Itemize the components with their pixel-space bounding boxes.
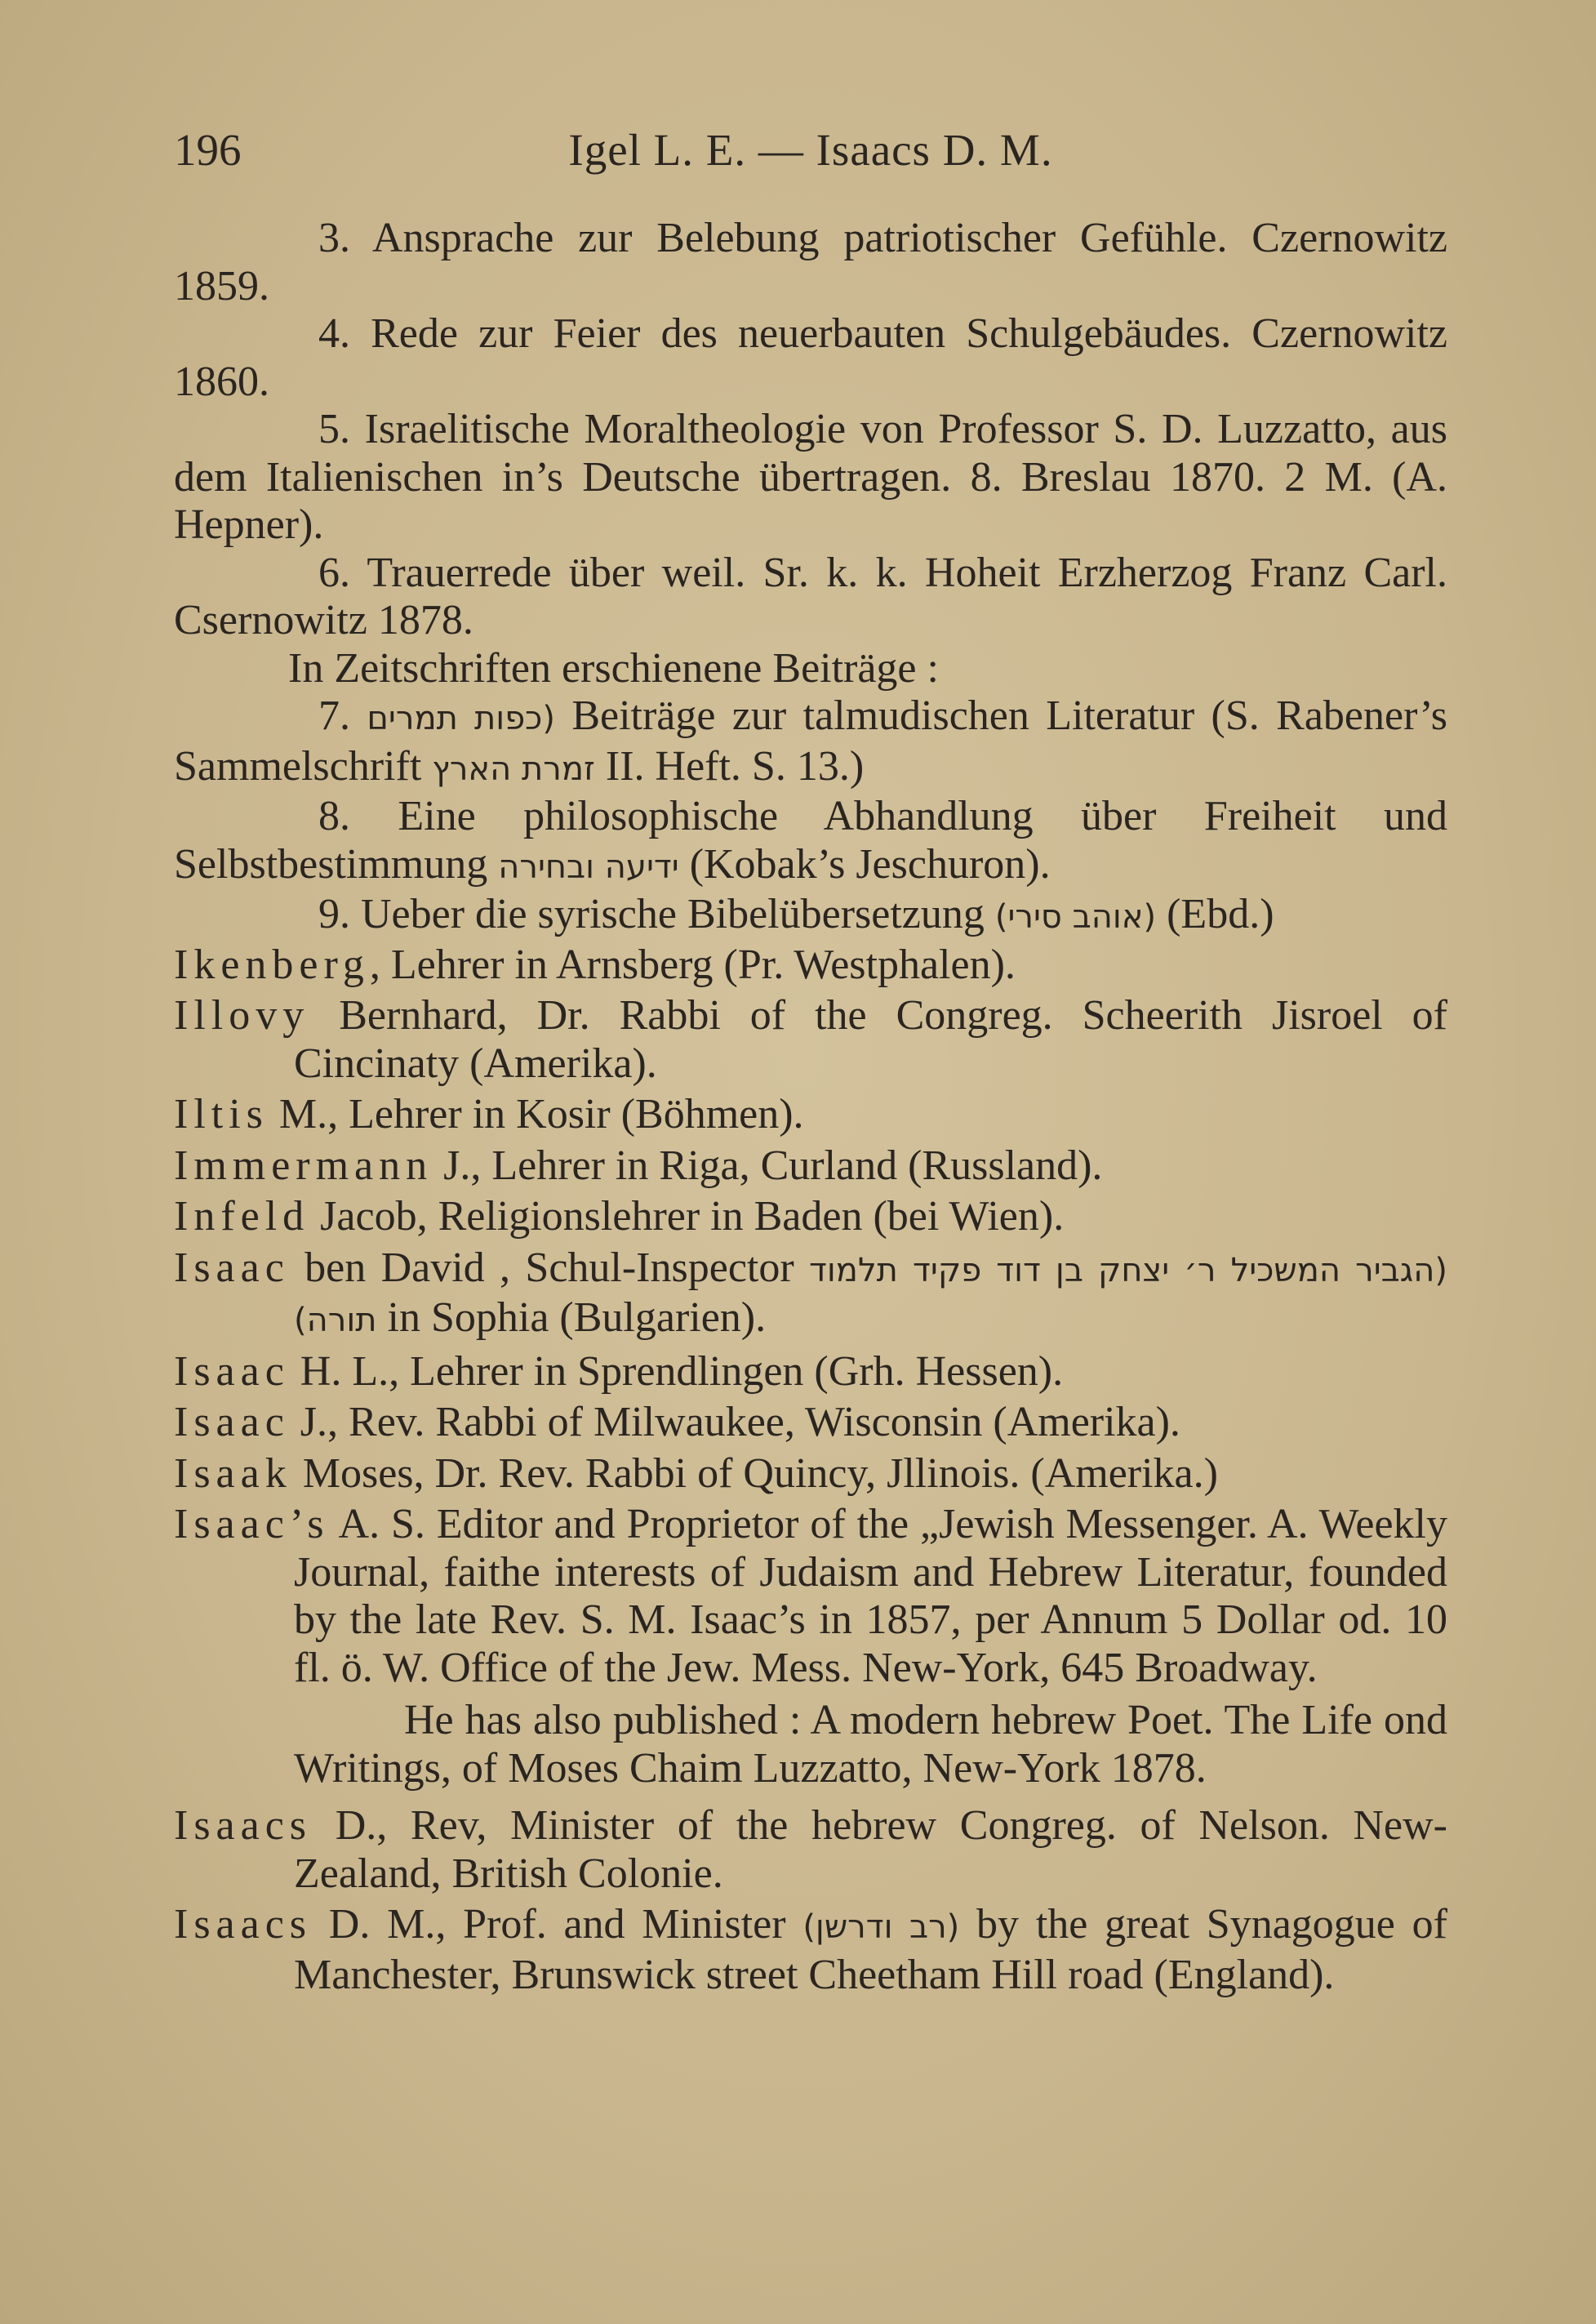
entry-name: Ikenberg <box>174 941 370 988</box>
entry-name: Iltis <box>174 1091 269 1138</box>
entry-name: Infeld <box>174 1193 310 1240</box>
item-4: 4. Rede zur Feier des neuerbauten Schulgebäudes. Czernowitz 1860. <box>174 310 1447 405</box>
entry-hebrew-title: (רב ודרשן) <box>802 1908 960 1946</box>
item-8 <box>174 793 1447 891</box>
entry-infeld <box>174 1193 1447 1241</box>
item-5: 5. Israelitische Moraltheologie von Professor S. D. Luzzatto, aus dem Italienischen in’s Deutsche übertragen. 8. Breslau 1870. 2 M. (A. Hepner). <box>174 406 1447 548</box>
journals-heading: In Zeitschriften erschienene Beiträge : <box>288 644 939 692</box>
entry-name: Isaac <box>174 1347 290 1395</box>
running-title: Igel L. E. — Isaacs D. M. <box>568 125 1053 175</box>
item-8-text-end: (Kobak’s Jeschuron). <box>689 840 1051 888</box>
entry-name: Isaak <box>174 1449 292 1497</box>
entry-text: Jacob, Religionslehrer in Baden (bei Wien). <box>309 1193 1065 1240</box>
entry-isaac-h-l <box>174 1348 1447 1396</box>
entry-name: Isaacs <box>174 1901 313 1948</box>
entry-text: Moses, Dr. Rev. Rabbi of Quincy, Jllinois. (Amerika.) <box>291 1449 1218 1497</box>
item-8-hebrew-title: ידיעה ובחירה <box>498 848 679 886</box>
entry-isaacs-a-s-publications: He has also published : A modern hebrew Poet. The Life ond Writings, of Moses Chaim Luzzatto, New-York 1878. <box>294 1697 1447 1792</box>
item-9-text-end: (Ebd.) <box>1167 891 1274 937</box>
entry-name: Illovy <box>174 992 310 1039</box>
item-7-hebrew-title: (כפות תמרים <box>367 700 555 737</box>
entry-text: J., Rev. Rabbi of Milwaukee, Wisconsin (Amerika). <box>289 1399 1180 1445</box>
item-7-number: 7. <box>318 692 350 739</box>
entry-text: A. S. Editor and Proprietor of the „Jewish Messenger. A. Weekly Journal, faithe interests of Judaism and Hebrew Literatur, founded by the late Rev. S. M. Isaac’s in 1857, per Annum 5 Dollar od. 10 fl. ö. W. Office of the Jew. Mess. New-York, 645 Broadway. <box>294 1501 1447 1691</box>
item-6: 6. Trauerrede über weil. Sr. k. k. Hoheit Erzherzog Franz Carl. Csernowitz 1878. <box>174 549 1447 643</box>
item-9 <box>174 891 1447 942</box>
item-7-text: Beiträge zur talmudischen Literatur (S. Rabener’s Sammelschrift <box>174 692 1448 790</box>
entry-immermann <box>174 1142 1447 1191</box>
entry-isaac-ben-david <box>174 1244 1447 1345</box>
entry-name: Isaac’s <box>174 1501 330 1547</box>
entry-text: M., Lehrer in Kosir (Böhmen). <box>268 1091 804 1138</box>
entry-text: D. M., Prof. and Minister <box>312 1901 786 1948</box>
entry-text: Bernhard, Dr. Rabbi of the Congreg. Scheerith Jisroel of Cincinaty (Amerika). <box>294 992 1447 1087</box>
entry-isaak-moses <box>174 1450 1447 1498</box>
entry-text: H. L., Lehrer in Sprendlingen (Grh. Hessen). <box>289 1347 1064 1395</box>
entry-name: Isaac <box>174 1399 290 1445</box>
item-9-text: 9. Ueber die syrische Bibelübersetzung <box>318 891 985 937</box>
entry-name: Isaacs <box>174 1802 313 1849</box>
entry-name: Immermann <box>174 1142 433 1189</box>
entry-text-end: by the great Synagogue of Manchester, Brunswick street Cheetham Hill road (England). <box>294 1901 1447 1998</box>
running-header <box>174 127 1447 184</box>
entry-illovy <box>174 992 1447 1088</box>
entry-text: D., Rev, Minister of the hebrew Congreg. of Nelson. New-Zealand, British Colonie. <box>294 1802 1447 1897</box>
entry-text: ben David , Schul-Inspector <box>289 1244 794 1291</box>
page <box>174 127 1447 1999</box>
item-3: 3. Ansprache zur Belebung patriotischer Gefühle. Czernowitz 1859. <box>174 215 1447 309</box>
entry-isaacs-a-s <box>174 1501 1447 1692</box>
entry-name: Isaac <box>174 1244 290 1291</box>
entry-isaac-j <box>174 1399 1447 1447</box>
item-7-hebrew-journal: זמרת הארץ <box>432 750 595 788</box>
entry-text-end: in Sophia (Bulgarien). <box>376 1294 767 1341</box>
item-7-text-end: II. Heft. S. 13.) <box>605 742 865 790</box>
entry-isaacs-d <box>174 1802 1447 1898</box>
entry-text: J., Lehrer in Riga, Curland (Russland). <box>433 1142 1103 1189</box>
entry-ikenberg <box>174 942 1447 990</box>
entry-text: , Lehrer in Arnsberg (Pr. Westphalen). <box>369 941 1016 988</box>
page-number: 196 <box>174 125 242 175</box>
entry-isaacs-d-m <box>174 1901 1447 1999</box>
item-8-text: 8. Eine philosophische Abhandlung über Freiheit und Selbstbestimmung <box>174 793 1447 888</box>
entry-iltis <box>174 1091 1447 1139</box>
entry-hebrew-title: (הגביר המשכיל ר׳ יצחק בן דוד פקיד תלמוד תורה) <box>294 1251 1448 1339</box>
item-7 <box>174 692 1447 793</box>
item-9-hebrew-title: (אוהב סירי) <box>994 898 1157 936</box>
